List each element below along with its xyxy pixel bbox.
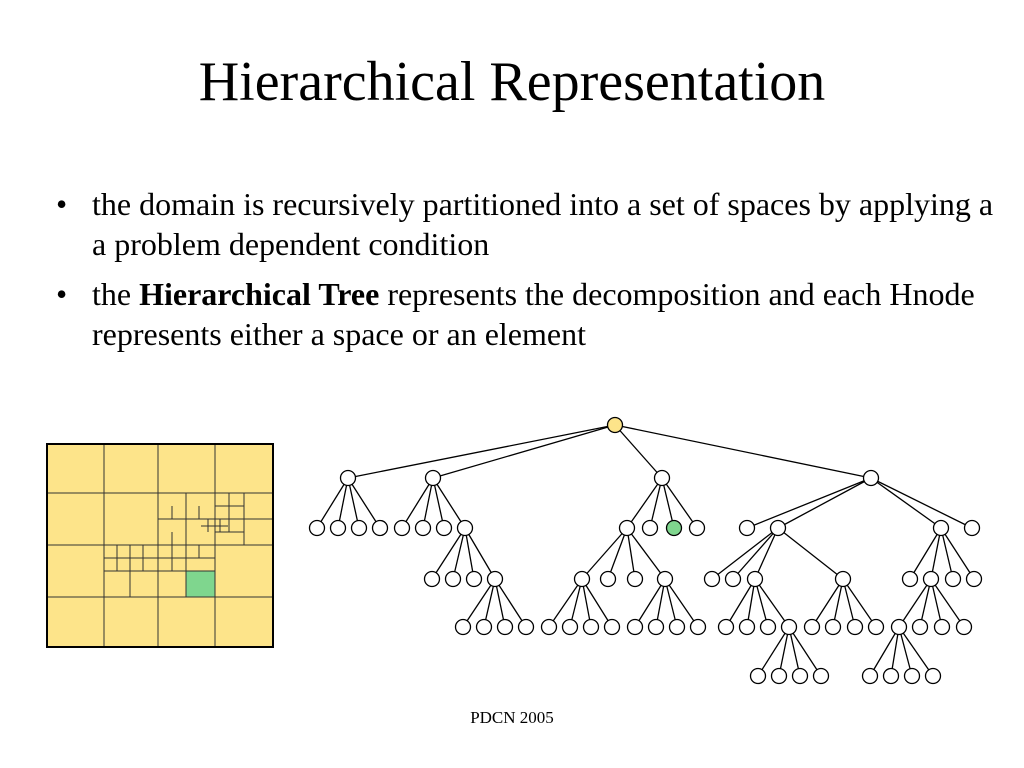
tree-node <box>658 572 673 587</box>
tree-node <box>691 620 706 635</box>
tree-node <box>965 521 980 536</box>
tree-node <box>934 521 949 536</box>
tree-edge <box>789 627 821 676</box>
tree-root-node <box>608 418 623 433</box>
highlighted-cell <box>186 571 215 597</box>
tree-node <box>341 471 356 486</box>
tree-node <box>575 572 590 587</box>
tree-node <box>705 572 720 587</box>
tree-edge <box>899 627 933 676</box>
tree-node <box>649 620 664 635</box>
tree-node <box>542 620 557 635</box>
tree-highlighted-node <box>667 521 682 536</box>
tree-node <box>935 620 950 635</box>
tree-node <box>748 572 763 587</box>
tree-edge <box>843 579 876 627</box>
tree-node <box>690 521 705 536</box>
tree-edge <box>871 478 941 528</box>
tree-node <box>772 669 787 684</box>
tree-node <box>967 572 982 587</box>
tree-node <box>805 620 820 635</box>
tree-node <box>869 620 884 635</box>
tree-node <box>826 620 841 635</box>
tree-node <box>905 669 920 684</box>
bullet-marker: • <box>56 186 68 222</box>
tree-node <box>352 521 367 536</box>
tree-node <box>446 572 461 587</box>
bullet-bold-term: Hierarchical Tree <box>139 276 380 312</box>
tree-node <box>456 620 471 635</box>
tree-node <box>761 620 776 635</box>
tree-node <box>740 620 755 635</box>
tree-node <box>946 572 961 587</box>
tree-node <box>863 669 878 684</box>
tree-node <box>373 521 388 536</box>
tree-edge <box>433 425 615 478</box>
tree-node <box>926 669 941 684</box>
tree-node <box>458 521 473 536</box>
tree-edges <box>317 425 974 676</box>
tree-node <box>519 620 534 635</box>
tree-node <box>620 521 635 536</box>
tree-node <box>601 572 616 587</box>
slide-title: Hierarchical Representation <box>198 51 826 113</box>
tree-edge <box>747 478 871 528</box>
tree-node <box>782 620 797 635</box>
tree-edge <box>463 579 495 627</box>
tree-edge <box>755 528 778 579</box>
tree-edge <box>432 528 465 579</box>
tree-edge <box>755 579 789 627</box>
tree-node <box>584 620 599 635</box>
tree-node <box>437 521 452 536</box>
tree-node <box>864 471 879 486</box>
tree-node <box>628 620 643 635</box>
tree-node <box>488 572 503 587</box>
tree-node <box>670 620 685 635</box>
tree-edge <box>348 478 380 528</box>
tree-edge <box>662 478 697 528</box>
tree-node <box>643 521 658 536</box>
tree-node <box>477 620 492 635</box>
tree-node <box>903 572 918 587</box>
tree-node <box>740 521 755 536</box>
tree-node <box>848 620 863 635</box>
tree-node <box>719 620 734 635</box>
tree-node <box>416 521 431 536</box>
tree-node <box>726 572 741 587</box>
tree-edge <box>778 478 871 528</box>
tree-edge <box>549 579 582 627</box>
tree-node <box>395 521 410 536</box>
hierarchical-tree <box>310 418 982 684</box>
tree-node <box>498 620 513 635</box>
tree-node <box>605 620 620 635</box>
tree-edge <box>433 478 465 528</box>
tree-edge <box>582 528 627 579</box>
slide-footer: PDCN 2005 <box>470 708 554 727</box>
tree-node <box>793 669 808 684</box>
tree-node <box>426 471 441 486</box>
tree-node <box>836 572 851 587</box>
tree-node <box>331 521 346 536</box>
tree-node <box>892 620 907 635</box>
bullet-text-start: the <box>92 276 140 312</box>
tree-edge <box>608 528 627 579</box>
tree-node <box>814 669 829 684</box>
tree-node <box>563 620 578 635</box>
tree-nodes <box>310 418 982 684</box>
domain-grid <box>47 444 273 647</box>
tree-edge <box>778 528 843 579</box>
tree-node <box>771 521 786 536</box>
tree-node <box>467 572 482 587</box>
tree-edge <box>899 579 931 627</box>
tree-node <box>628 572 643 587</box>
tree-edge <box>941 528 974 579</box>
tree-edge <box>665 579 698 627</box>
tree-node <box>655 471 670 486</box>
tree-node <box>310 521 325 536</box>
tree-edge <box>627 478 662 528</box>
tree-node <box>957 620 972 635</box>
bullet-text: the domain is recursively partitioned into a set of spaces by applying a a problem dependent condition <box>92 186 994 262</box>
tree-node <box>425 572 440 587</box>
bullet-text-end: represents the decomposition and each Hnode represents either a space or an element <box>92 276 975 352</box>
tree-node <box>913 620 928 635</box>
tree-node <box>751 669 766 684</box>
bullet-marker: • <box>56 276 68 312</box>
tree-edge <box>615 425 871 478</box>
tree-edge <box>871 478 972 528</box>
tree-node <box>924 572 939 587</box>
tree-node <box>884 669 899 684</box>
tree-edge <box>348 425 615 478</box>
